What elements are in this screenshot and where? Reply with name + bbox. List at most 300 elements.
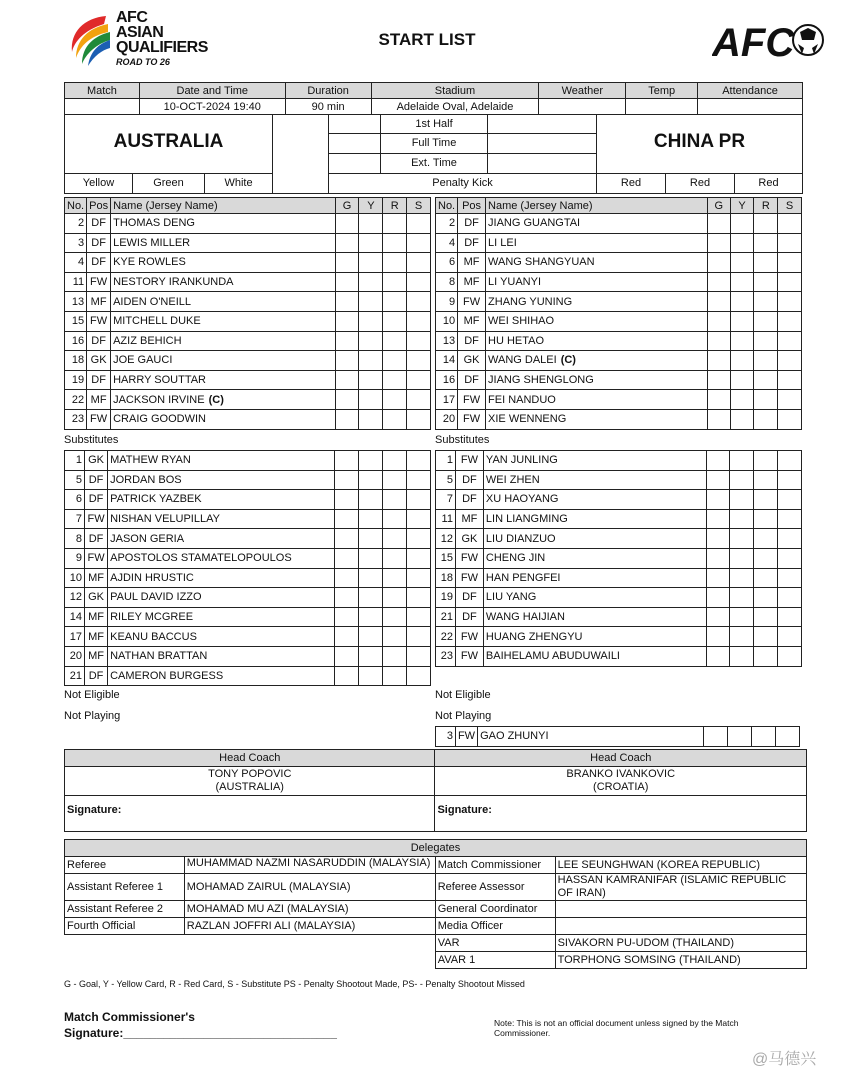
substitute-cell [407,311,431,331]
home-not-playing-label: Not Playing [64,710,121,722]
player-position: FW [85,548,108,568]
away-substitutes-label: Substitutes [435,434,490,446]
home-coach-country: (AUSTRALIA) [215,781,284,793]
substitute-cell [406,646,430,666]
substitute-cell [778,233,802,253]
red-card-cell [754,409,778,429]
player-name: NESTORY IRANKUNDA [113,276,234,289]
red-card-cell [383,272,407,292]
stadium-header: Stadium [371,83,539,99]
player-name: FEI NANDUO [488,393,556,406]
player-name: WANG SHANGYUAN [488,256,595,269]
goal-cell [707,253,730,273]
player-number: 22 [65,390,87,410]
player-name-cell [108,666,335,686]
player-name: LI LEI [488,236,517,249]
player-name: JACKSON IRVINE [113,393,205,406]
player-name: NATHAN BRATTAN [110,650,208,663]
home-score-box [272,114,329,194]
player-name: WEI ZHEN [485,473,540,486]
assistant-referee-1-name: MOHAMAD ZAIRUL (MALAYSIA) [184,874,435,901]
red-card-cell [383,292,407,312]
weather-value [539,99,626,115]
substitute-cell [778,214,802,234]
goal-cell [707,331,730,351]
red-card-cell [754,470,778,490]
logo-line-afc: AFC [116,9,148,26]
yellow-card-cell [359,409,383,429]
col-pos: Pos [87,198,111,214]
attendance-value [698,99,803,115]
player-row [436,272,802,292]
goal-cell [707,568,730,588]
delegates-row-5 [65,918,807,935]
player-position: DF [87,214,111,234]
red-card-cell [383,331,407,351]
yellow-card-cell [358,568,382,588]
substitute-cell [778,311,802,331]
player-name: HAN PENGFEI [485,571,561,584]
player-name-cell [486,409,708,429]
player-name: LI YUANYI [488,276,542,289]
assistant-referee-1-role: Assistant Referee 1 [65,874,185,901]
red-card-cell [382,548,406,568]
yellow-card-cell [730,627,754,647]
yellow-card-cell [358,490,382,510]
home-substitutes-label: Substitutes [64,434,119,446]
yellow-card-cell [359,331,383,351]
player-number: 15 [436,548,456,568]
logo-subtitle: ROAD TO 26 [116,57,170,67]
goal-cell [707,588,730,608]
temp-header: Temp [626,83,698,99]
goal-cell [707,548,730,568]
general-coordinator-role: General Coordinator [435,901,555,918]
player-position: DF [455,470,483,490]
red-card-cell [754,214,778,234]
away-starters-table [435,197,802,430]
substitute-cell [778,272,802,292]
yellow-card-cell [730,292,754,312]
duration-value: 90 min [285,99,371,115]
player-row [65,311,431,331]
commissioner-signature-line1: Match Commissioner's [64,1010,195,1024]
yellow-card-cell [730,607,754,627]
player-name: MITCHELL DUKE [113,315,201,328]
col-name: Name (Jersey Name) [111,198,336,214]
player-row [65,331,431,351]
player-number: 20 [65,646,85,666]
red-card-cell [754,627,778,647]
player-position: MF [87,390,111,410]
player-name-cell [111,292,336,312]
match-value [65,99,140,115]
player-number: 23 [65,409,87,429]
substitute-cell [778,409,802,429]
delegates-row-6 [65,935,807,952]
player-position: DF [87,370,111,390]
delegates-row-7 [65,952,807,969]
player-name: THOMAS DENG [113,217,195,230]
home-team-box [64,114,273,174]
yellow-card-cell [730,351,754,371]
player-position: DF [85,666,108,686]
player-name: AIDEN O'NEILL [113,295,191,308]
player-number: 7 [65,509,85,529]
player-name-cell [108,490,335,510]
player-name-cell [111,331,336,351]
goal-cell [335,272,359,292]
red-card-cell [382,490,406,510]
player-position: DF [87,233,111,253]
player-name-cell [111,311,336,331]
red-card-cell [754,607,778,627]
away-ext-time-score [487,153,597,174]
afc-right-text: AFC [712,21,795,62]
player-number: 13 [65,292,87,312]
signature-row [65,796,807,832]
player-number: 8 [65,529,85,549]
yellow-card-cell [358,509,382,529]
goal-cell [707,409,730,429]
player-position: MF [458,272,486,292]
player-position: GK [455,529,483,549]
yellow-card-cell [730,646,754,666]
player-name: PAUL DAVID IZZO [110,591,202,604]
red-card-cell [383,409,407,429]
avar-role: AVAR 1 [435,952,555,969]
away-coach-name: BRANKO IVANKOVIC [566,768,676,780]
yellow-card-cell [358,548,382,568]
red-card-cell [754,253,778,273]
yellow-card-cell [730,470,754,490]
red-card-cell [382,646,406,666]
player-row [65,351,431,371]
player-name-cell [486,272,708,292]
player-row [65,646,431,666]
player-row [65,607,431,627]
player-name: AJDIN HRUSTIC [110,571,194,584]
player-number: 17 [65,627,85,647]
goal-cell [334,607,358,627]
player-position: FW [455,727,477,747]
player-row [436,370,802,390]
substitute-cell [406,588,430,608]
player-name: LIN LIANGMING [485,513,568,526]
substitute-cell [778,451,802,471]
player-number: 21 [65,666,85,686]
captain-badge: (C) [560,354,576,367]
yellow-card-cell [359,272,383,292]
substitute-cell [407,292,431,312]
player-position: FW [455,451,483,471]
captain-badge: (C) [208,393,224,406]
player-number: 7 [436,490,456,510]
yellow-card-cell [358,666,382,686]
stadium-value: Adelaide Oval, Adelaide [371,99,539,115]
referee-name: MUHAMMAD NAZMI NASARUDDIN (MALAYSIA) [184,857,435,874]
home-card-white: White [204,173,273,194]
player-number: 10 [65,568,85,588]
delegates-empty-cell-2 [65,952,436,969]
home-head-coach [65,767,435,796]
player-position: FW [455,627,483,647]
period-1st-half [380,114,488,134]
logo-line-asian: ASIAN [116,24,164,41]
player-name-cell [108,451,335,471]
col-g: G [335,198,359,214]
player-row [65,390,431,410]
player-row [65,370,431,390]
player-position: MF [87,292,111,312]
red-card-cell [383,233,407,253]
substitute-cell [407,351,431,371]
substitute-cell [406,529,430,549]
player-position: FW [455,646,483,666]
player-number: 9 [436,292,458,312]
home-starters-table [64,197,431,430]
goal-cell [334,529,358,549]
goal-cell [335,233,359,253]
substitute-cell [406,607,430,627]
red-card-cell [383,390,407,410]
substitute-cell [778,509,802,529]
red-card-cell [754,646,778,666]
yellow-card-cell [730,588,754,608]
yellow-card-cell [358,646,382,666]
match-info-header-row [65,83,803,99]
yellow-card-cell [358,451,382,471]
red-card-cell [754,311,778,331]
player-number: 10 [436,311,458,331]
yellow-card-cell [730,509,754,529]
player-position: FW [458,409,486,429]
player-name-cell [111,351,336,371]
player-name-cell [108,646,335,666]
yellow-card-cell [730,311,754,331]
home-head-coach-label: Head Coach [65,750,435,767]
player-position: DF [87,331,111,351]
player-row [436,311,802,331]
col-pos: Pos [458,198,486,214]
red-card-cell [754,588,778,608]
player-row [65,451,431,471]
goal-cell [707,509,730,529]
player-row [436,627,802,647]
player-name-cell [486,233,708,253]
substitute-cell [776,727,800,747]
away-card-red-2: Red [665,173,735,194]
away-team-box [596,114,803,174]
yellow-card-cell [358,470,382,490]
yellow-card-cell [730,233,754,253]
player-name-cell [483,548,706,568]
home-card-yellow: Yellow [64,173,133,194]
player-row [65,292,431,312]
red-card-cell [383,351,407,371]
player-name: LIU DIANZUO [485,532,556,545]
goal-cell [334,509,358,529]
player-row [436,351,802,371]
away-card-red-1: Red [596,173,666,194]
yellow-card-cell [728,727,752,747]
player-name: CAMERON BURGESS [110,669,224,682]
red-card-cell [382,509,406,529]
player-row [436,607,802,627]
fourth-official-role: Fourth Official [65,918,185,935]
player-number: 13 [436,331,458,351]
yellow-card-cell [359,214,383,234]
player-position: FW [455,548,483,568]
referee-assessor-name: HASSAN KAMRANIFAR (ISLAMIC REPUBLIC OF IRAN) [555,874,806,901]
player-row [65,529,431,549]
player-name-cell [486,390,708,410]
substitute-cell [407,409,431,429]
player-position: DF [455,490,483,510]
player-position: FW [458,390,486,410]
yellow-card-cell [730,451,754,471]
player-position: FW [458,292,486,312]
red-card-cell [754,529,778,549]
home-full-time-score [328,133,381,154]
player-number: 14 [65,607,85,627]
player-row [436,292,802,312]
player-name: WEI SHIHAO [488,315,555,328]
player-name: KYE ROWLES [113,256,186,269]
player-position: DF [458,331,486,351]
player-position: DF [85,470,108,490]
player-name-cell [108,607,335,627]
player-name-cell [111,390,336,410]
goal-cell [335,214,359,234]
away-coach-signature[interactable]: Signature: [435,796,807,832]
player-row [65,548,431,568]
red-card-cell [754,272,778,292]
assistant-referee-2-role: Assistant Referee 2 [65,901,185,918]
player-name-cell [108,529,335,549]
player-number: 2 [65,214,87,234]
goal-cell [707,607,730,627]
player-position: MF [85,627,108,647]
player-position: FW [87,311,111,331]
date-time-value: 10-OCT-2024 19:40 [139,99,285,115]
player-position: DF [87,253,111,273]
var-name: SIVAKORN PU-UDOM (THAILAND) [555,935,806,952]
col-s: S [407,198,431,214]
period-ext-time-label: Ext. Time [411,157,457,169]
goal-cell [334,451,358,471]
goal-cell [707,470,730,490]
player-position: DF [458,214,486,234]
home-team-name: AUSTRALIA [113,131,224,152]
goal-cell [707,311,730,331]
player-row [436,451,802,471]
goal-cell [335,370,359,390]
player-name-cell [108,470,335,490]
period-penalty-kick-label: Penalty Kick [432,177,493,189]
player-number: 12 [65,588,85,608]
home-coach-signature[interactable]: Signature: [65,796,435,832]
player-number: 11 [65,272,87,292]
yellow-card-cell [730,370,754,390]
goal-cell [707,451,730,471]
player-name: NISHAN VELUPILLAY [110,513,220,526]
player-name-cell [483,451,706,471]
home-starters-header [65,198,431,214]
attendance-header: Attendance [698,83,803,99]
player-row [436,409,802,429]
player-name: GAO ZHUNYI [480,730,549,743]
yellow-card-cell [359,233,383,253]
player-name: JIANG GUANGTAI [488,217,581,230]
substitute-cell [407,253,431,273]
substitute-cell [406,509,430,529]
goal-cell [334,470,358,490]
head-coach-table [64,749,807,832]
player-row [436,529,802,549]
substitute-cell [778,331,802,351]
player-position: DF [458,370,486,390]
col-g: G [707,198,730,214]
match-info-values-row [65,99,803,115]
player-number: 16 [65,331,87,351]
player-number: 3 [436,727,456,747]
player-number: 23 [436,646,456,666]
player-position: DF [85,490,108,510]
player-number: 18 [65,351,87,371]
player-name-cell [483,646,706,666]
substitute-cell [406,548,430,568]
red-card-cell [382,588,406,608]
player-position: MF [85,568,108,588]
player-name-cell [483,490,706,510]
player-name: CHENG JIN [485,552,546,565]
substitute-cell [778,627,802,647]
player-name-cell [111,253,336,273]
player-number: 18 [436,568,456,588]
goal-cell [334,627,358,647]
player-name: JOE GAUCI [113,354,173,367]
commissioner-signature[interactable] [64,1009,337,1041]
player-number: 11 [436,509,456,529]
afc-logo-right [712,18,826,62]
player-number: 3 [65,233,87,253]
red-card-cell [754,370,778,390]
player-name: JORDAN BOS [110,473,182,486]
player-row [65,666,431,686]
yellow-card-cell [730,568,754,588]
goal-cell [707,646,730,666]
player-name-cell [486,311,708,331]
player-number: 14 [436,351,458,371]
player-name-cell [483,627,706,647]
player-position: DF [455,607,483,627]
red-card-cell [754,331,778,351]
goal-cell [707,529,730,549]
player-number: 8 [436,272,458,292]
player-name-cell [483,509,706,529]
substitute-cell [778,588,802,608]
substitute-cell [406,568,430,588]
col-name: Name (Jersey Name) [486,198,708,214]
player-position: FW [85,509,108,529]
player-name: ZHANG YUNING [488,295,573,308]
player-row [436,509,802,529]
red-card-cell [382,568,406,588]
col-s: S [778,198,802,214]
player-position: FW [87,409,111,429]
player-name-cell [483,470,706,490]
